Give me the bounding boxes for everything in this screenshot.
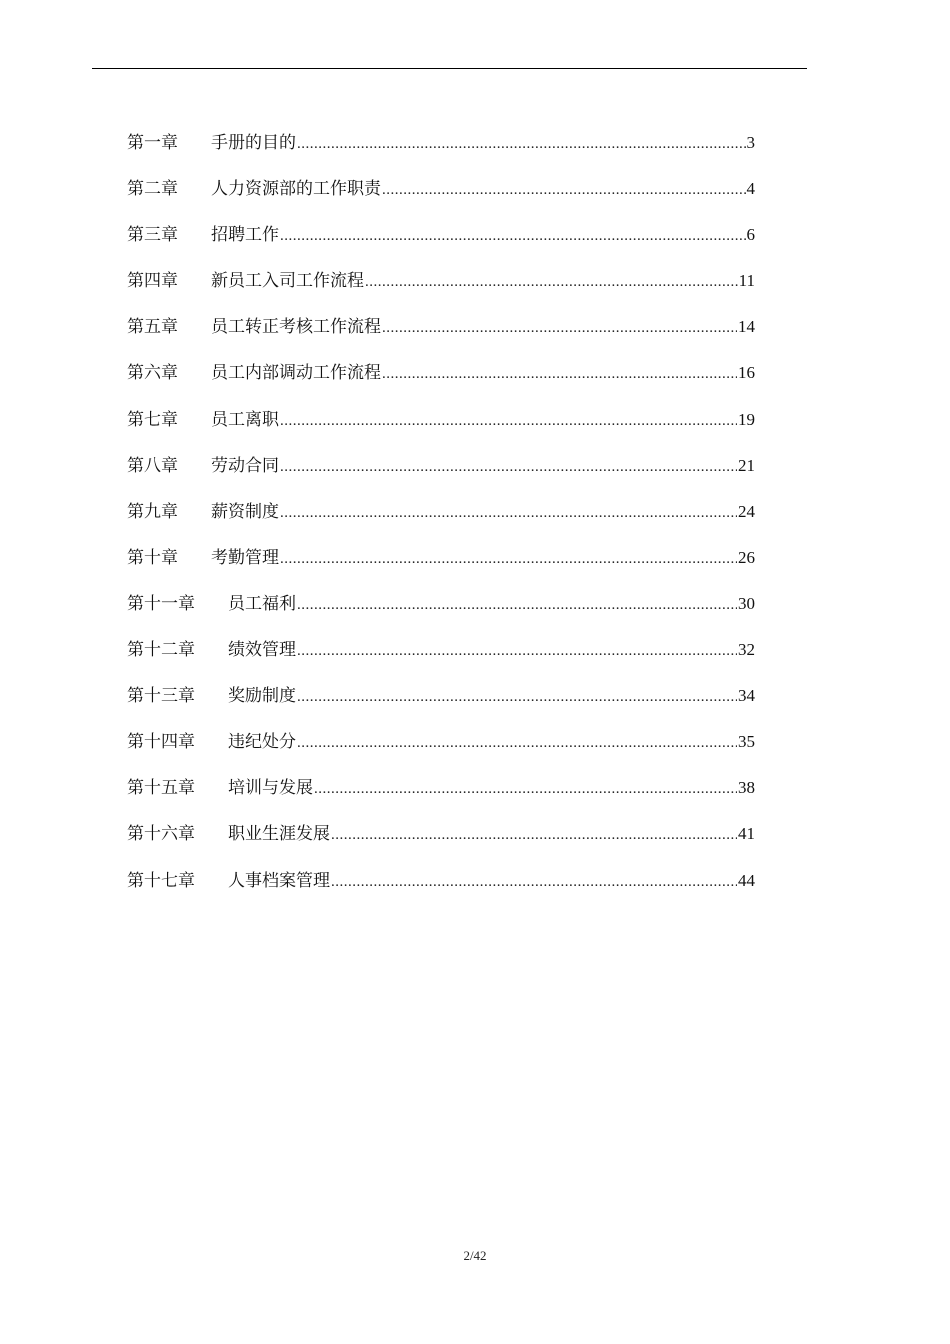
chapter-title: 人力资源部的工作职责 bbox=[211, 179, 381, 200]
page-number: 32 bbox=[738, 640, 755, 660]
chapter-number: 第三章 bbox=[127, 225, 178, 246]
toc-entry[interactable] bbox=[127, 220, 755, 266]
chapter-title: 薪资制度 bbox=[211, 501, 279, 522]
chapter-title: 绩效管理 bbox=[228, 640, 296, 661]
page-indicator: 2/42 bbox=[463, 1248, 487, 1263]
chapter-number: 第十二章 bbox=[127, 640, 195, 661]
chapter-title: 招聘工作 bbox=[211, 225, 279, 246]
chapter-title: 奖励制度 bbox=[228, 686, 296, 707]
chapter-title: 手册的目的 bbox=[211, 133, 296, 153]
chapter-number: 第十章 bbox=[127, 547, 178, 568]
page-number: 16 bbox=[738, 363, 755, 383]
chapter-number: 第十七章 bbox=[127, 870, 195, 891]
chapter-title: 劳动合同 bbox=[211, 455, 279, 476]
dot-leader bbox=[297, 728, 737, 758]
dot-leader bbox=[382, 175, 746, 205]
chapter-number: 第九章 bbox=[127, 501, 178, 522]
page-number: 44 bbox=[738, 870, 755, 890]
chapter-title: 员工离职 bbox=[211, 409, 279, 430]
toc-entry[interactable] bbox=[127, 497, 755, 543]
chapter-title: 考勤管理 bbox=[211, 547, 279, 568]
page-number: 26 bbox=[738, 547, 755, 567]
chapter-number: 第十一章 bbox=[127, 593, 195, 614]
chapter-title: 培训与发展 bbox=[228, 778, 313, 799]
toc-entry[interactable] bbox=[127, 266, 755, 312]
dot-leader bbox=[280, 544, 737, 574]
toc-entry[interactable] bbox=[127, 405, 755, 451]
toc-entry[interactable] bbox=[127, 451, 755, 497]
toc-entry[interactable] bbox=[127, 773, 755, 819]
chapter-title: 新员工入司工作流程 bbox=[211, 271, 364, 292]
page-number: 35 bbox=[738, 732, 755, 752]
header-rule bbox=[92, 68, 807, 69]
toc-entry[interactable] bbox=[127, 128, 755, 174]
page-number: 6 bbox=[746, 225, 755, 245]
chapter-number: 第六章 bbox=[127, 363, 178, 384]
page-number: 34 bbox=[738, 686, 755, 706]
toc-entry[interactable] bbox=[127, 312, 755, 358]
chapter-title: 员工内部调动工作流程 bbox=[211, 363, 381, 384]
toc-entry[interactable] bbox=[127, 681, 755, 727]
dot-leader bbox=[314, 774, 737, 804]
chapter-number: 第十三章 bbox=[127, 686, 195, 707]
chapter-title: 员工转正考核工作流程 bbox=[211, 317, 381, 338]
chapter-title: 违纪处分 bbox=[228, 732, 296, 753]
chapter-number: 第四章 bbox=[127, 271, 178, 292]
page-number: 11 bbox=[738, 271, 755, 291]
toc-entry[interactable] bbox=[127, 174, 755, 220]
toc-entry[interactable] bbox=[127, 589, 755, 635]
dot-leader bbox=[331, 820, 737, 850]
chapter-number: 第一章 bbox=[127, 133, 178, 153]
toc-entry[interactable] bbox=[127, 866, 755, 912]
page-number: 14 bbox=[738, 317, 755, 337]
table-of-contents bbox=[127, 128, 755, 912]
page-number: 38 bbox=[738, 778, 755, 798]
toc-entry[interactable] bbox=[127, 819, 755, 865]
dot-leader bbox=[331, 867, 737, 897]
dot-leader bbox=[382, 313, 737, 343]
chapter-number: 第八章 bbox=[127, 455, 178, 476]
dot-leader bbox=[280, 221, 746, 251]
chapter-number: 第五章 bbox=[127, 317, 178, 338]
page-number: 30 bbox=[738, 593, 755, 613]
dot-leader bbox=[297, 129, 746, 159]
dot-leader bbox=[382, 359, 737, 389]
chapter-number: 第十五章 bbox=[127, 778, 195, 799]
chapter-number: 第七章 bbox=[127, 409, 178, 430]
dot-leader bbox=[297, 682, 737, 712]
page-number: 41 bbox=[738, 824, 755, 844]
chapter-number: 第十四章 bbox=[127, 732, 195, 753]
toc-entry[interactable] bbox=[127, 727, 755, 773]
dot-leader bbox=[365, 267, 738, 297]
chapter-title: 人事档案管理 bbox=[228, 870, 330, 891]
dot-leader bbox=[280, 498, 737, 528]
chapter-number: 第十六章 bbox=[127, 824, 195, 845]
page-number: 24 bbox=[738, 501, 755, 521]
toc-entry[interactable] bbox=[127, 635, 755, 681]
page-number: 19 bbox=[738, 409, 755, 429]
page-number: 4 bbox=[746, 179, 755, 199]
dot-leader bbox=[297, 636, 737, 666]
dot-leader bbox=[280, 406, 737, 436]
toc-entry[interactable] bbox=[127, 358, 755, 404]
toc-entry[interactable] bbox=[127, 543, 755, 589]
chapter-number: 第二章 bbox=[127, 179, 178, 200]
chapter-title: 职业生涯发展 bbox=[228, 824, 330, 845]
dot-leader bbox=[280, 452, 737, 482]
dot-leader bbox=[297, 590, 737, 620]
page-number: 21 bbox=[738, 455, 755, 475]
chapter-title: 员工福利 bbox=[228, 593, 296, 614]
page-number: 3 bbox=[746, 133, 755, 152]
